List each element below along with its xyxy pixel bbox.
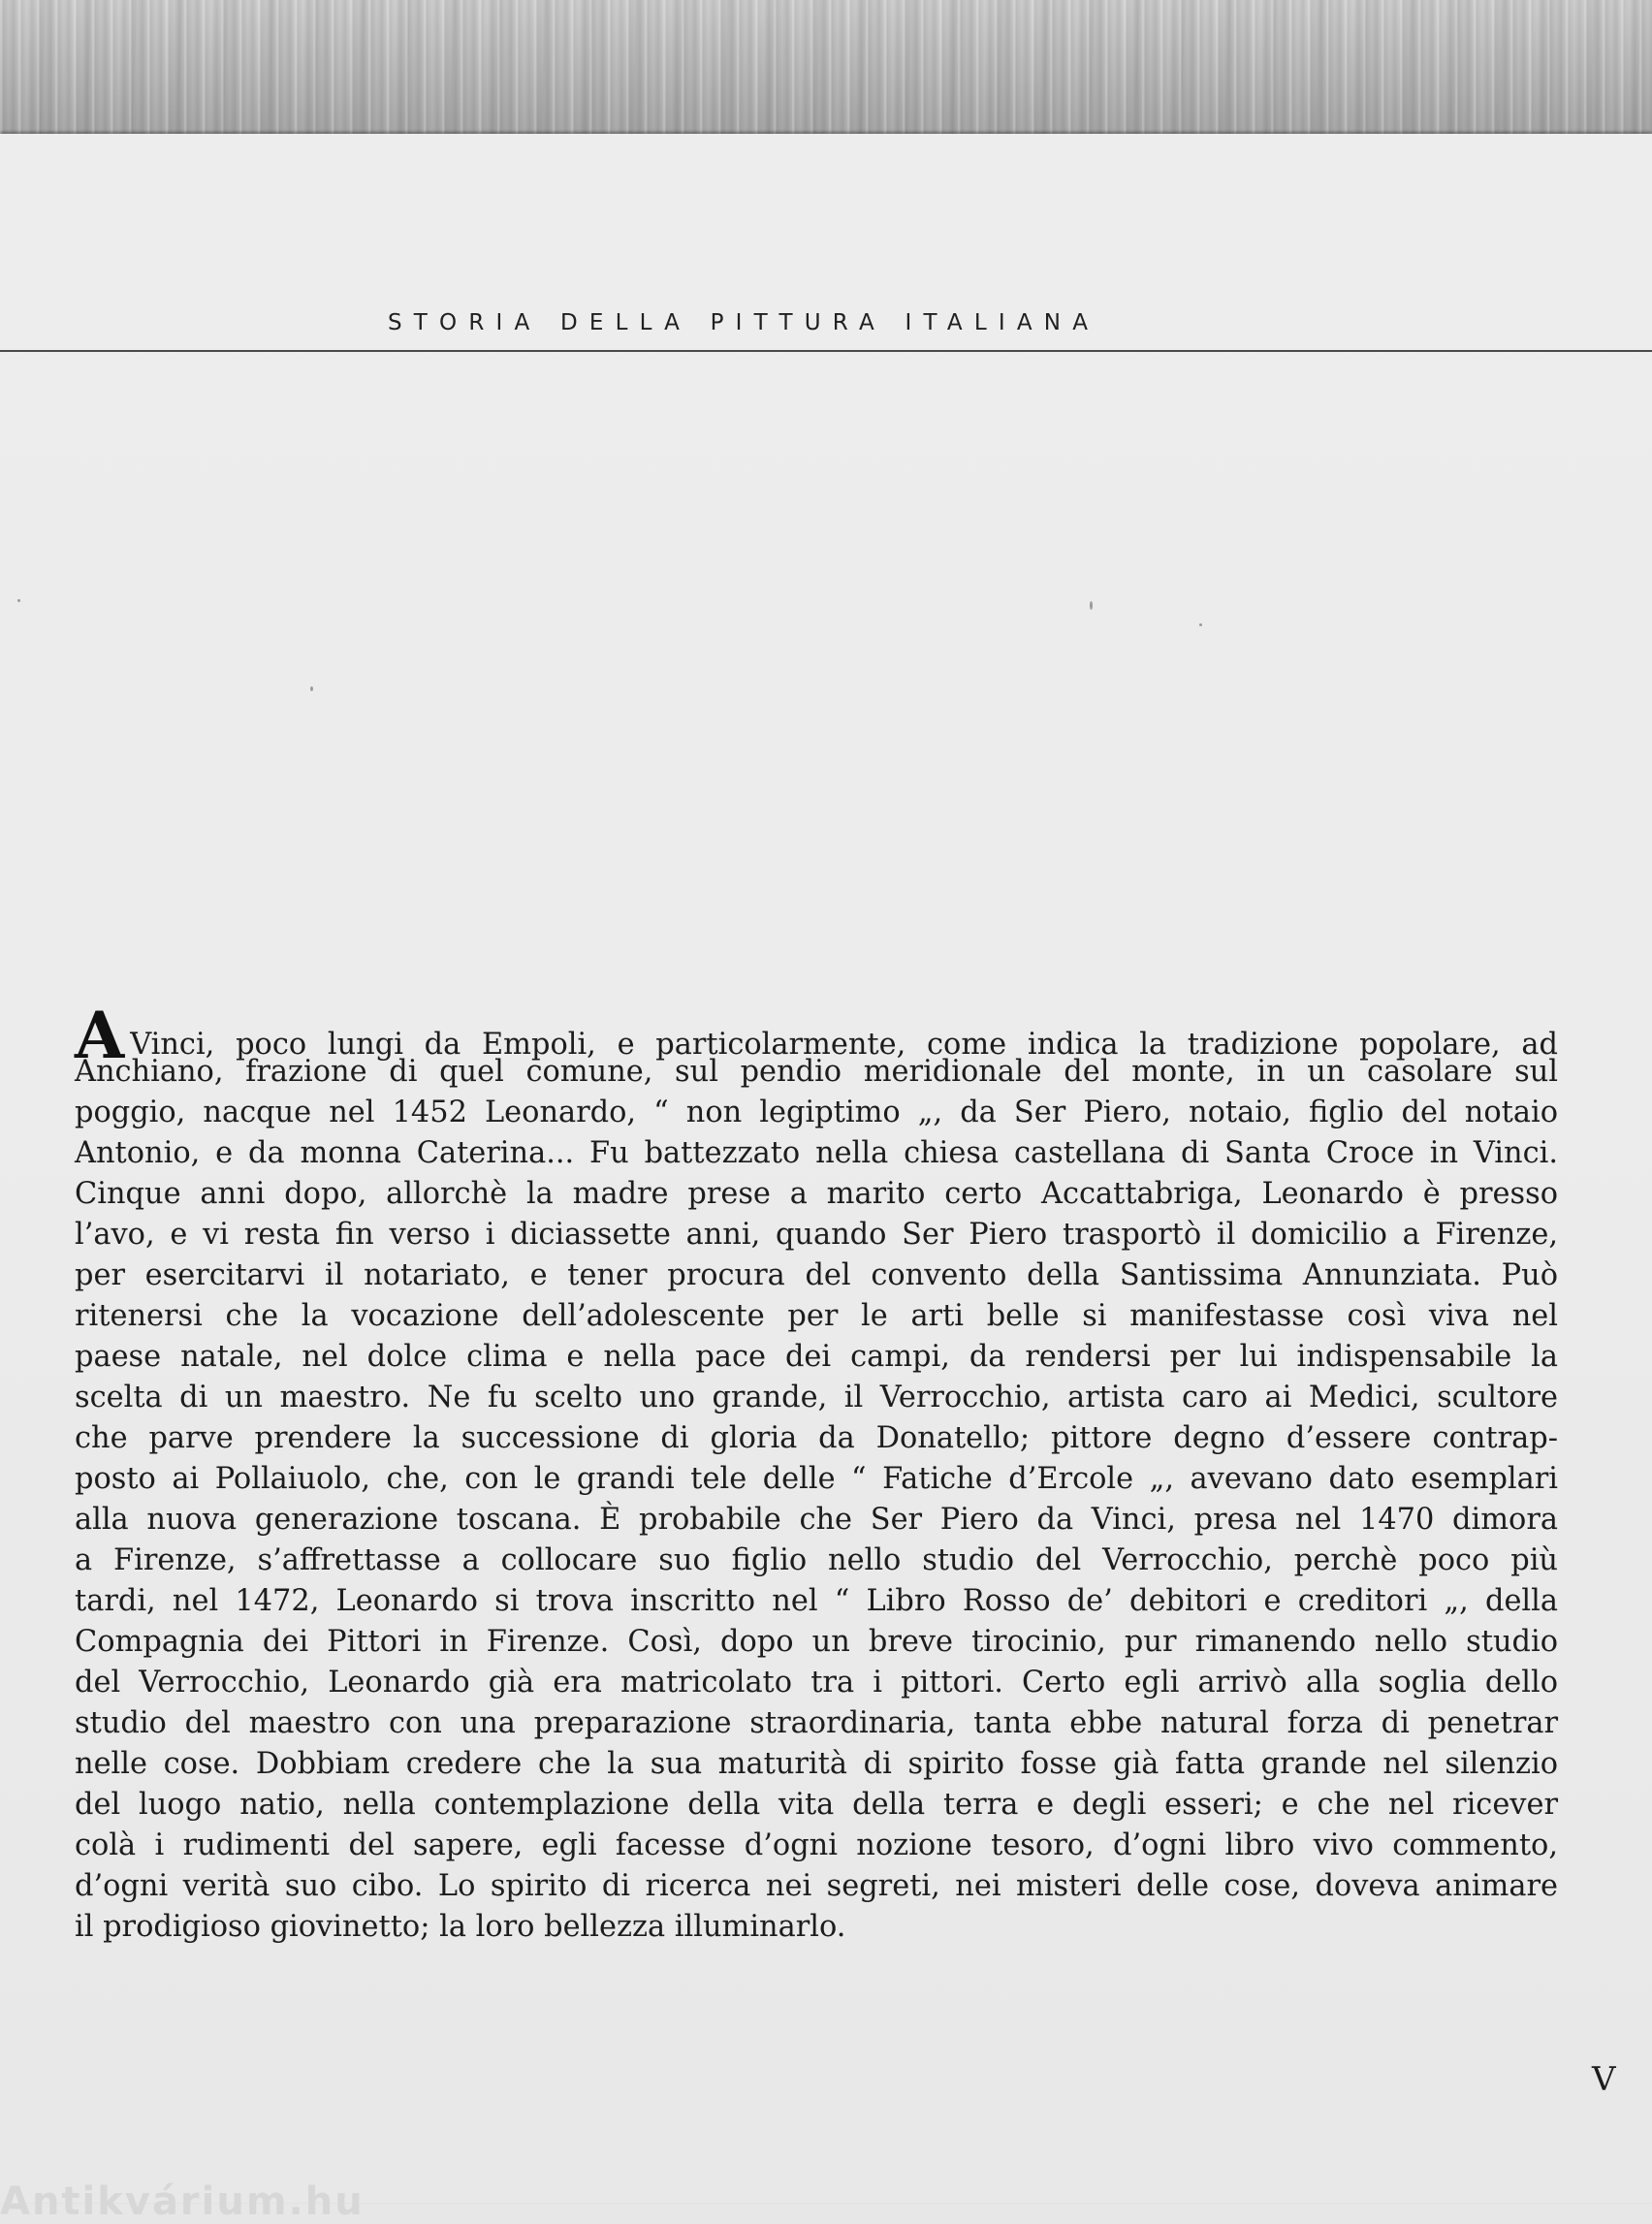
text-line: che parve prendere la successione di gloria da Donatello; pittore degno d’essere contrap-	[75, 1421, 1558, 1455]
text-line: tardi, nel 1472, Leonardo si trova inscritto nel “ Libro Rosso de’ debitori e creditori „, della	[75, 1584, 1558, 1618]
watermark-text: Antikvárium.hu	[0, 2179, 365, 2224]
text-line: scelta di un maestro. Ne fu scelto uno grande, il Verrocchio, artista caro ai Medici, scultore	[75, 1381, 1558, 1414]
wooden-table-background	[0, 0, 1652, 138]
paper-speck	[310, 686, 313, 691]
running-head-title: STORIA DELLA PITTURA ITALIANA	[388, 310, 1100, 335]
book-page	[0, 134, 1652, 2203]
drop-cap: A	[75, 998, 125, 1073]
text-line: paese natale, nel dolce clima e nella pace dei campi, da rendersi per lui indispensabile la	[75, 1340, 1558, 1374]
text-line: colà i rudimenti del sapere, egli facesse d’ogni nozione tesoro, d’ogni libro vivo commento,	[75, 1828, 1558, 1862]
page-number: V	[1592, 2060, 1616, 2099]
text-line-content: Vinci, poco lungi da Empoli, e particolarmente, come indica la tradizione popolare, ad	[130, 1028, 1558, 1062]
text-line: alla nuova generazione toscana. È probabile che Ser Piero da Vinci, presa nel 1470 dimora	[75, 1503, 1558, 1537]
paper-speck	[1090, 601, 1093, 610]
text-line: il prodigioso giovinetto; la loro bellezza illuminarlo.	[75, 1910, 846, 1944]
text-line: posto ai Pollaiuolo, che, con le grandi tele delle “ Fatiche d’Ercole „, avevano dato esemplari	[75, 1462, 1558, 1496]
header-rule-divider	[0, 350, 1652, 352]
text-line: a Firenze, s’affrettasse a collocare suo figlio nello studio del Verrocchio, perchè poco più	[75, 1543, 1558, 1577]
text-line: Anchiano, frazione di quel comune, sul pendio meridionale del monte, in un casolare sul	[75, 1055, 1558, 1089]
text-line: del luogo natio, nella contemplazione della vita della terra e degli esseri; e che nel ricever	[75, 1788, 1558, 1822]
text-line: Antonio, e da monna Caterina... Fu battezzato nella chiesa castellana di Santa Croce in Vinci.	[75, 1136, 1558, 1170]
text-line: l’avo, e vi resta fin verso i diciassette anni, quando Ser Piero trasportò il domicilio a Firenze,	[75, 1218, 1558, 1252]
text-line: nelle cose. Dobbiam credere che la sua maturità di spirito fosse già fatta grande nel silenzio	[75, 1747, 1558, 1781]
text-line: del Verrocchio, Leonardo già era matricolato tra i pittori. Certo egli arrivò alla soglia dello	[75, 1666, 1558, 1700]
paper-speck	[1199, 623, 1202, 626]
body-paragraph	[75, 998, 1558, 1948]
paper-speck	[17, 599, 20, 602]
text-line: per esercitarvi il notariato, e tener procura del convento della Santissima Annunziata. Può	[75, 1258, 1558, 1292]
text-line: d’ogni verità suo cibo. Lo spirito di ricerca nei segreti, nei misteri delle cose, doveva animare	[75, 1869, 1558, 1903]
text-line: Compagnia dei Pittori in Firenze. Così, dopo un breve tirocinio, pur rimanendo nello studio	[75, 1625, 1558, 1659]
text-line: Cinque anni dopo, allorchè la madre prese a marito certo Accattabriga, Leonardo è presso	[75, 1177, 1558, 1211]
text-line: studio del maestro con una preparazione straordinaria, tanta ebbe natural forza di penetrar	[75, 1706, 1558, 1740]
text-line: poggio, nacque nel 1452 Leonardo, “ non legiptimo „, da Ser Piero, notaio, figlio del notaio	[75, 1096, 1558, 1129]
text-line: ritenersi che la vocazione dell’adolescente per le arti belle si manifestasse così viva nel	[75, 1299, 1558, 1333]
